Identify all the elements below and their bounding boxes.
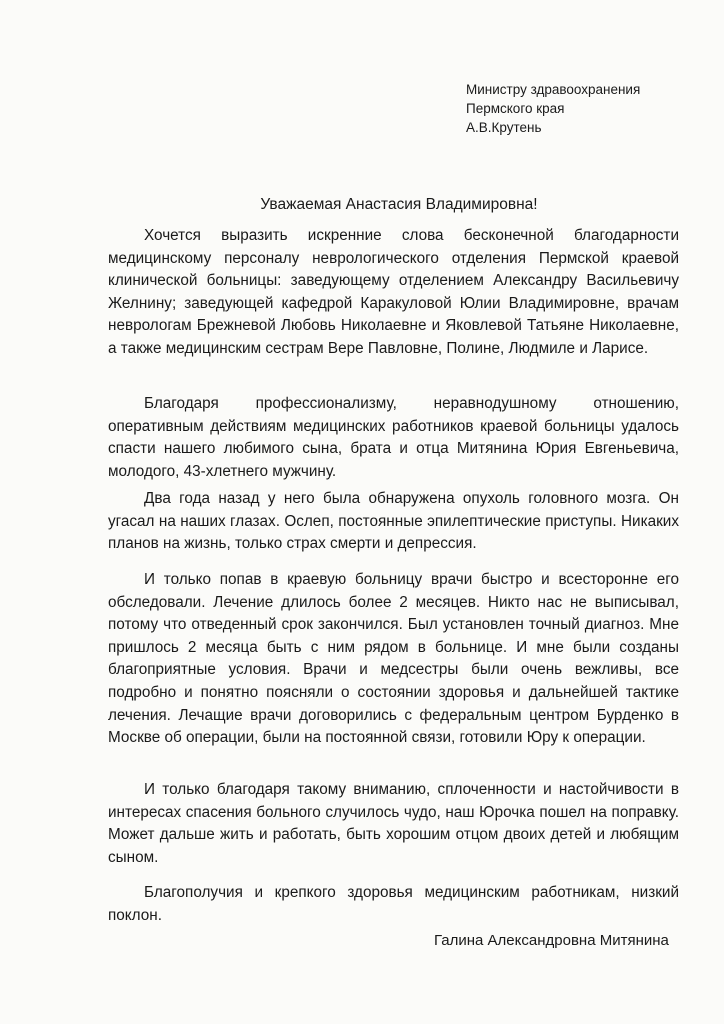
- signature: Галина Александровна Митянина: [434, 932, 669, 949]
- letter-paragraph: И только благодаря такому вниманию, сплоченности и настойчивости в интересах спасения больного случилось чудо, наш Юрочка пошел на поправку. Может дальше жить и работать, быть хорошим отцом двоих детей и любящим сыном.: [108, 781, 679, 866]
- letter-paragraph: Благодаря профессионализму, неравнодушному отношению, оперативным действиям медицинских работников краевой больницы удалось спасти нашего любимого сына, брата и отца Митянина Юрия Евгеньевича, молодого, 43-хлетнего мужчину.: [108, 395, 679, 480]
- addressee-line: А.В.Крутень: [466, 120, 542, 135]
- letter-paragraph: Благополучия и крепкого здоровья медицинским работникам, низкий поклон.: [108, 884, 679, 924]
- addressee-block: [466, 80, 640, 137]
- addressee-line: Пермского края: [466, 101, 565, 116]
- letter-paragraph: Два года назад у него была обнаружена опухоль головного мозга. Он угасал на наших глазах. Ослеп, постоянные эпилептические приступы. Никаких планов на жизнь, только страх смерти и депрессия.: [108, 490, 679, 553]
- letter-paragraph: И только попав в краевую больницу врачи быстро и всесторонне его обследовали. Лечение длилось более 2 месяцев. Никто нас не выписывал, потому что отведенный срок закончился. Был установлен точный диагноз. Мне пришлось 2 месяца быть с ним рядом в больнице. И мне были созданы благоприятные условия. Врачи и медсестры были очень вежливы, все подробно и понятно поясняли о состоянии здоровья и дальнейшей тактике лечения. Лечащие врачи договорились с федеральным центром Бурденко в Москве об операции, были на постоянной связи, готовили Юру к операции.: [108, 571, 679, 747]
- letter-paragraph: Хочется выразить искренние слова бесконечной благодарности медицинскому персоналу неврологического отделения Пермской краевой клинической больницы: заведующему отделением Александру Васильевичу Желнину; заведующей кафедрой Каракуловой Юлии Владимировне, врачам неврологам Брежневой Любовь Николаевне и Яковлевой Татьяне Николаевне, а также медицинским сестрам Вере Павловне, Полине, Людмиле и Ларисе.: [108, 227, 679, 357]
- salutation: Уважаемая Анастасия Владимировна!: [260, 196, 538, 213]
- addressee-line: Министру здравоохранения: [466, 82, 641, 97]
